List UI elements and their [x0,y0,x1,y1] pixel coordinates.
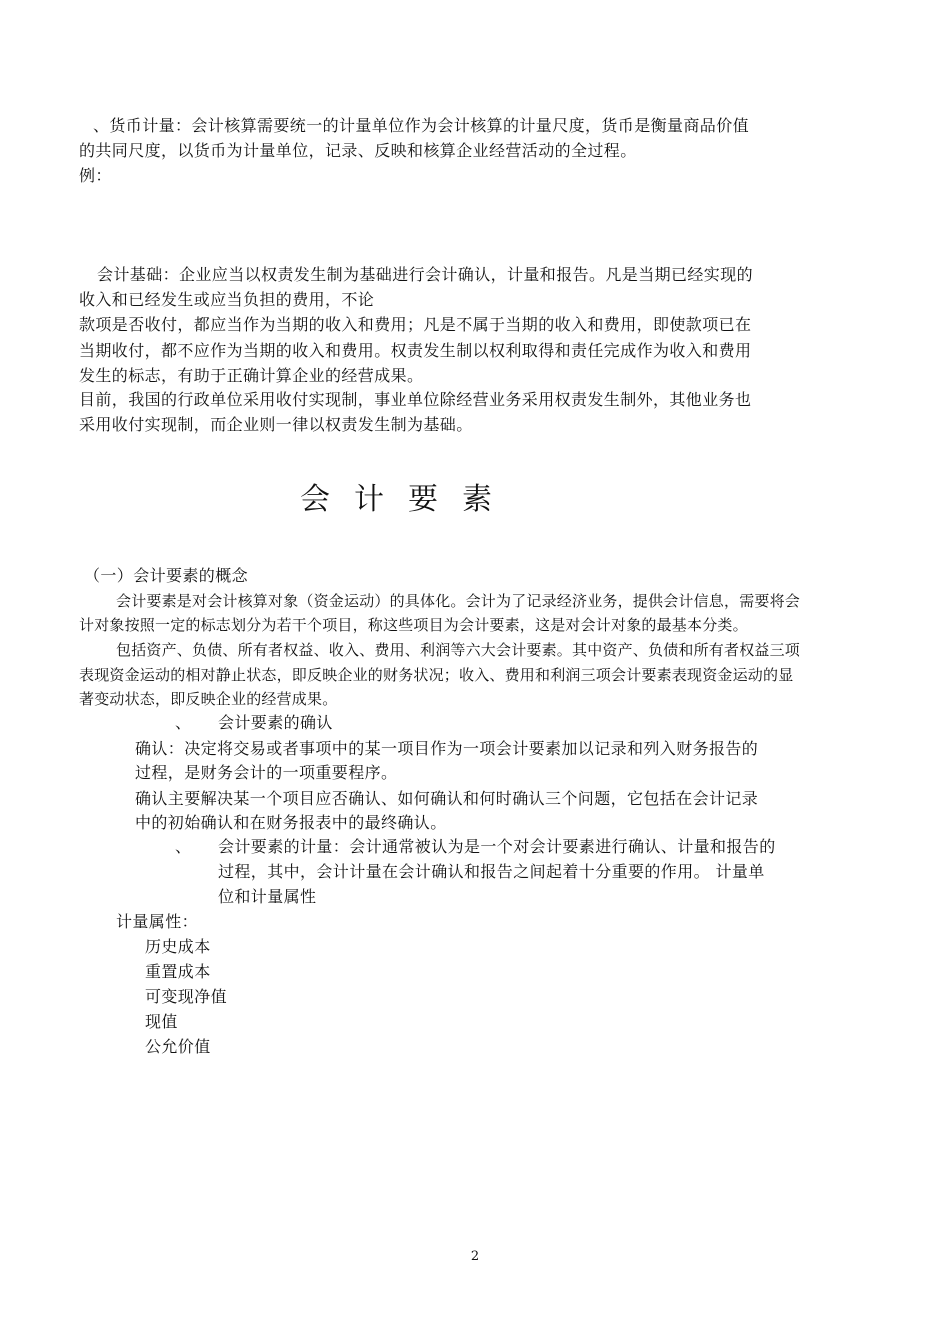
basis-line-5: 发生的标志，有助于正确计算企业的经营成果。 [79,366,424,385]
measurement-line-3: 位和计量属性 [218,887,317,906]
recognition-p2-line-1: 确认主要解决某一个项目应否确认、如何确认和何时确认三个问题，它包括在会计记录 [135,789,759,808]
measurement-marker: 、 [175,837,192,856]
attribute-item: 历史成本 [145,937,211,956]
basis-line-1: 会计基础：企业应当以权责发生制为基础进行会计确认，计量和报告。凡是当期已经实现的 [97,265,754,284]
recognition-p1-line-1: 确认：决定将交易或者事项中的某一项目作为一项会计要素加以记录和列入财务报告的 [135,739,759,758]
recognition-marker: 、 [175,713,192,732]
attribute-item: 可变现净值 [145,987,228,1006]
basis-line-6: 目前，我国的行政单位采用收付实现制，事业单位除经营业务采用权责发生制外，其他业务也 [79,390,752,409]
attribute-item: 公允价值 [145,1037,211,1056]
attributes-heading: 计量属性： [116,912,199,931]
basis-line-2: 收入和已经发生或应当负担的费用，不论 [79,290,375,309]
concept-p2-line-1: 包括资产、负债、所有者权益、收入、费用、利润等六大会计要素。其中资产、负债和所有者权益三项 [116,641,801,659]
attribute-item: 现值 [145,1012,178,1031]
recognition-p2-line-2: 中的初始确认和在财务报表中的最终确认。 [135,813,447,832]
measurement-line-1: 会计要素的计量：会计通常被认为是一个对会计要素进行确认、计量和报告的 [218,837,776,856]
currency-example-label: 例： [79,166,112,185]
basis-line-4: 当期收付，都不应作为当期的收入和费用。权责发生制以权利取得和责任完成作为收入和费用 [79,341,752,360]
concept-p1-line-2: 计对象按照一定的标志划分为若干个项目，称这些项目为会计要素，这是对会计对象的最基本分类。 [79,616,748,634]
recognition-heading: 会计要素的确认 [218,713,333,732]
section-title: 会计要素 [300,482,516,517]
recognition-p1-line-2: 过程，是财务会计的一项重要程序。 [135,763,398,782]
concept-p1-line-1: 会计要素是对会计核算对象（资金运动）的具体化。会计为了记录经济业务，提供会计信息，需要将会 [116,592,801,610]
concept-p2-line-3: 著变动状态，即反映企业的经营成果。 [79,690,338,708]
currency-line-2: 的共同尺度，以货币为计量单位，记录、反映和核算企业经营活动的全过程。 [79,141,637,160]
concept-heading: （一）会计要素的概念 [84,566,249,585]
basis-line-7: 采用收付实现制，而企业则一律以权责发生制为基础。 [79,415,473,434]
currency-line-1: 、货币计量：会计核算需要统一的计量单位作为会计核算的计量尺度，货币是衡量商品价值 [93,116,750,135]
page-number: 2 [470,1249,480,1264]
attribute-item: 重置成本 [145,962,211,981]
concept-p2-line-2: 表现资金运动的相对静止状态，即反映企业的财务状况；收入、费用和利润三项会计要素表现资金运动的显 [79,666,794,684]
measurement-line-2: 过程，其中，会计计量在会计确认和报告之间起着十分重要的作用。 计量单 [218,862,765,881]
basis-line-3: 款项是否收付，都应当作为当期的收入和费用；凡是不属于当期的收入和费用，即使款项已在 [79,315,752,334]
